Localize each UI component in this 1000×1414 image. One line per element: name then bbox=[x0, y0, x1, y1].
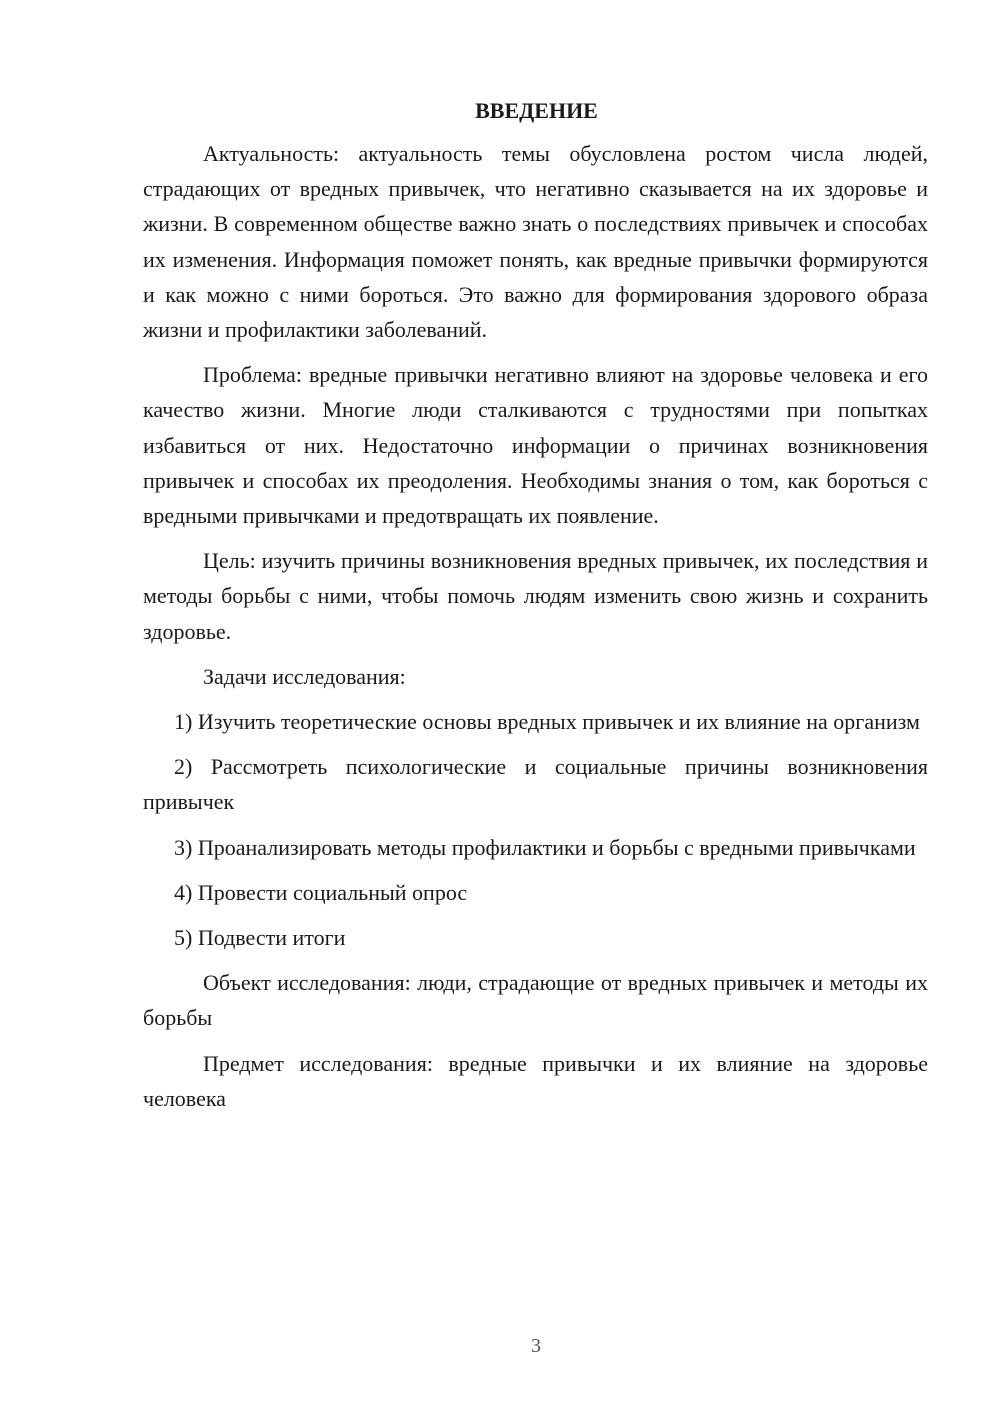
document-page bbox=[143, 96, 928, 1126]
research-subject-paragraph: Предмет исследования: вредные привычки и их влияние на здоровье человека bbox=[143, 1050, 928, 1111]
problem-paragraph: Проблема: вредные привычки негативно влияют на здоровье человека и его качество жизни. Многие люди сталкиваются с трудностями при попытках избавиться от них. Недостаточно информации о причинах возникновения привычек и способах их преодоления. Необходимы знания о том, как бороться с вредными привычками и предотвращать их появление. bbox=[143, 362, 928, 529]
page-title: ВВЕДЕНИЕ bbox=[475, 98, 598, 123]
relevance-paragraph: Актуальность: актуальность темы обусловлена ростом числа людей, страдающих от вредных привычек, что негативно сказывается на их здоровье и жизни. В современном обществе важно знать о последствиях привычек и способах их изменения. Информация поможет понять, как вредные привычки формируются и как можно с ними бороться. Это важно для формирования здорового образа жизни и профилактики заболеваний. bbox=[143, 141, 928, 343]
task-item: 1) Изучить теоретические основы вредных привычек и их влияние на организм bbox=[174, 709, 920, 735]
task-item: 4) Провести социальный опрос bbox=[174, 879, 468, 905]
research-object-paragraph: Объект исследования: люди, страдающие от вредных привычек и методы их борьбы bbox=[143, 970, 928, 1031]
goal-paragraph: Цель: изучить причины возникновения вредных привычек, их последствия и методы борьбы с ними, чтобы помочь людям изменить свою жизнь и сохранить здоровье. bbox=[143, 548, 928, 644]
task-item: 3) Проанализировать методы профилактики и борьбы с вредными привычками bbox=[174, 834, 916, 860]
task-item: 5) Подвести итоги bbox=[174, 925, 346, 951]
tasks-heading: Задачи исследования: bbox=[203, 663, 406, 689]
page-number: 3 bbox=[531, 1335, 541, 1357]
task-item: 2) Рассмотреть психологические и социальные причины возникновения привычек bbox=[143, 754, 928, 815]
